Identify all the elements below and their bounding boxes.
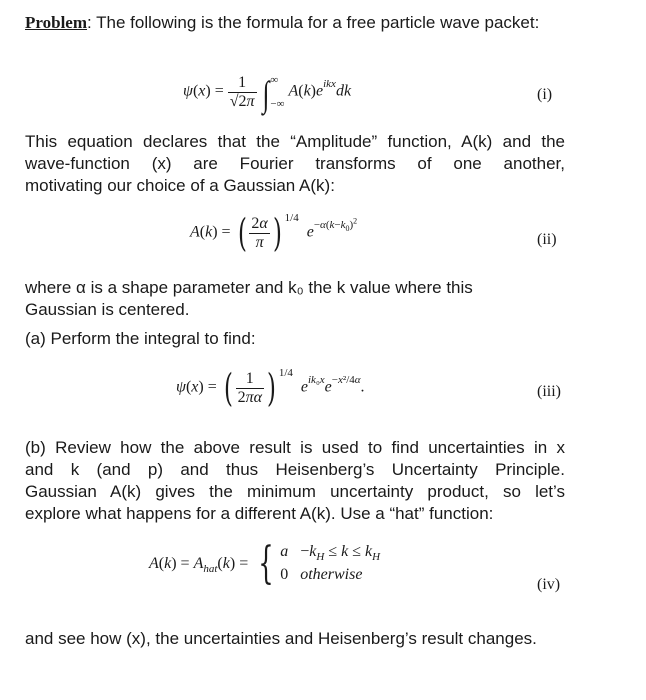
paragraph2-line2: Gaussian is centered. xyxy=(25,300,190,319)
paragraph2-line1: where α is a shape parameter and k₀ the k value where this xyxy=(25,278,473,297)
equation-number-i: (i) xyxy=(537,86,553,103)
part-b-line4: explore what happens for a different A(k). Use a “hat” function: xyxy=(25,504,494,523)
equation-gaussian-amplitude: A(k) = ( $\frac{2\alpha}{\pi}$ ) $^{1/4}$ $e^{-\alpha(k-k_0)^2}$ xyxy=(190,211,358,255)
part-a-text: (a) Perform the integral to find: xyxy=(25,329,256,348)
equation-wave-packet: ψ(x) = $\frac{1}{√2\pi}$ ∫ ∞ −∞ $A(k)e^{ikx}dk$ xyxy=(183,73,352,114)
problem-intro: : The following is the formula for a free particle wave packet: xyxy=(87,13,540,32)
problem-label: Problem xyxy=(25,13,88,32)
paragraph1-line3: motivating our choice of a Gaussian A(k): xyxy=(25,176,335,195)
equation-hat-function: $A(k) = A_{hat}(k)$ = { $a -k_H \le k \le k_H$ 0 otherwise xyxy=(149,538,381,589)
problem-statement xyxy=(25,12,565,34)
equation-number-iii: (iii) xyxy=(537,383,561,400)
closing-text: and see how (x), the uncertainties and Heisenberg’s result changes. xyxy=(25,629,537,648)
part-b-line2: and k (and p) and thus Heisenberg’s Uncertainty Principle. xyxy=(25,460,565,479)
paragraph1-line2: wave-function (x) are Fourier transforms of one another, xyxy=(25,154,565,173)
equation-number-ii: (ii) xyxy=(537,231,557,248)
equation-number-iv: (iv) xyxy=(537,576,561,593)
equation-wave-function-result: ψ(x) = ( $\frac{1}{2\pi\alpha}$ ) $^{1/4}$ $e^{ik_0x}e^{-x^2/4\alpha}$. xyxy=(176,366,365,410)
part-b-line3: Gaussian A(k) gives the minimum uncertainty product, so let’s xyxy=(25,482,565,501)
paragraph1-line1: This equation declares that the “Amplitude” function, A(k) and the xyxy=(25,132,565,151)
part-b-line1: (b) Review how the above result is used to find uncertainties in x xyxy=(25,438,565,457)
